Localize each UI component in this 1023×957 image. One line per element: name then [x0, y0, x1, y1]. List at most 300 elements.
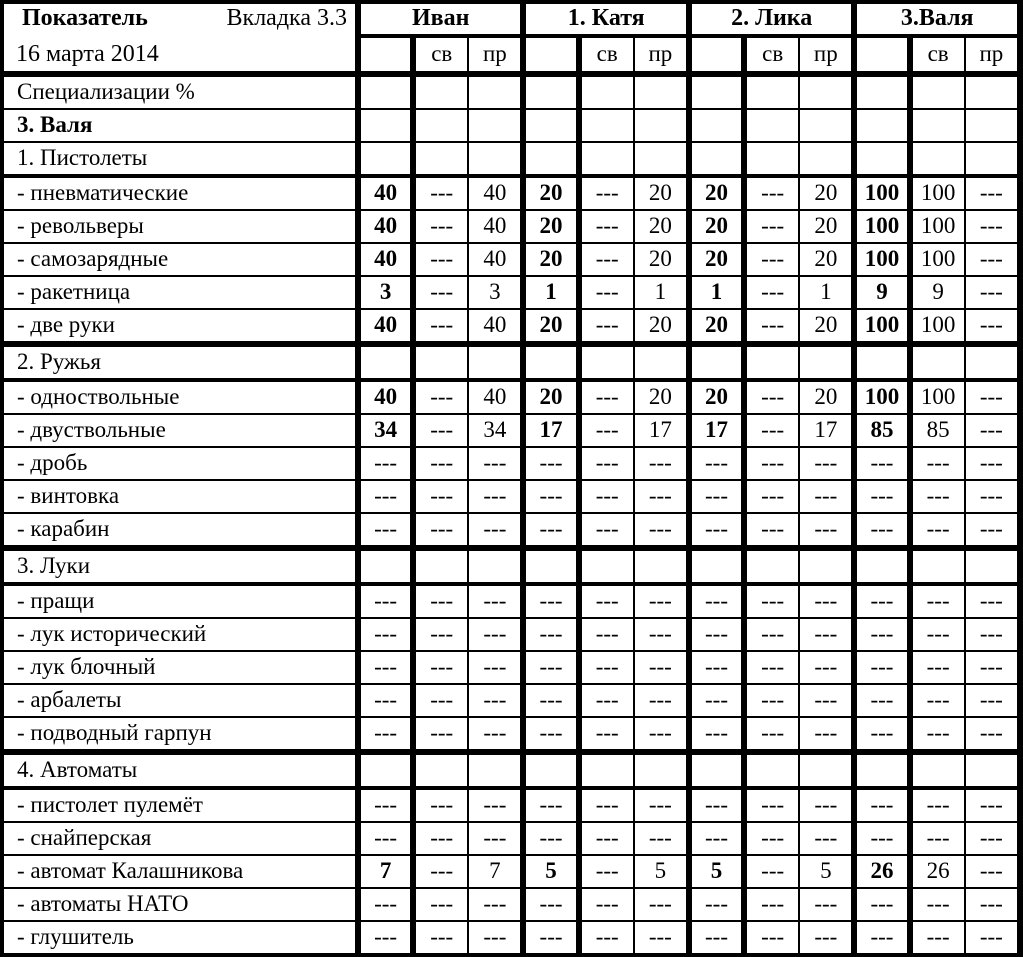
value-cell [358, 344, 413, 380]
sv-cell: --- [744, 855, 799, 888]
value-cell: 20 [689, 210, 744, 243]
sv-cell: 100 [910, 243, 965, 276]
sv-cell: --- [413, 717, 468, 752]
pr-cell: --- [799, 513, 854, 548]
pr-cell: 5 [634, 855, 689, 888]
pr-cell: --- [965, 684, 1020, 717]
table-row [2, 176, 1020, 210]
sv-cell [744, 74, 799, 109]
pr-cell [468, 109, 523, 142]
value-cell: --- [854, 788, 909, 822]
sv-cell [910, 142, 965, 176]
value-cell [854, 344, 909, 380]
value-cell: --- [689, 888, 744, 921]
pr-cell: --- [634, 447, 689, 480]
pr-cell [634, 109, 689, 142]
pr-cell: --- [965, 822, 1020, 855]
pr-cell [634, 548, 689, 584]
value-cell [523, 548, 578, 584]
pr-cell: 40 [468, 309, 523, 344]
value-cell [854, 109, 909, 142]
sv-cell: --- [744, 380, 799, 414]
value-cell: 3 [358, 276, 413, 309]
value-cell: --- [854, 888, 909, 921]
sv-cell: --- [579, 618, 634, 651]
table-row [2, 788, 1020, 822]
value-cell: --- [689, 480, 744, 513]
subheader-sv: св [910, 36, 965, 74]
value-cell: 20 [523, 210, 578, 243]
sv-cell: --- [910, 717, 965, 752]
row-label: - двуствольные [2, 414, 358, 447]
sv-cell: --- [744, 276, 799, 309]
sv-cell [579, 142, 634, 176]
pr-cell [799, 752, 854, 788]
pr-cell: --- [799, 788, 854, 822]
row-label: - револьверы [2, 210, 358, 243]
sv-cell [579, 344, 634, 380]
sv-cell [744, 344, 799, 380]
value-cell: 34 [358, 414, 413, 447]
pr-cell: --- [634, 618, 689, 651]
value-cell: --- [358, 480, 413, 513]
pr-cell: --- [634, 822, 689, 855]
pr-cell: --- [468, 822, 523, 855]
table-row [2, 380, 1020, 414]
pr-cell: 17 [634, 414, 689, 447]
table-row [2, 243, 1020, 276]
pr-cell: 40 [468, 210, 523, 243]
pr-cell: --- [468, 513, 523, 548]
sv-cell: --- [579, 888, 634, 921]
pr-cell: --- [468, 921, 523, 955]
value-cell [358, 752, 413, 788]
sv-cell: --- [413, 788, 468, 822]
pr-cell: --- [965, 921, 1020, 955]
pr-cell [799, 142, 854, 176]
row-label: - подводный гарпун [2, 717, 358, 752]
value-cell: --- [523, 717, 578, 752]
pr-cell [799, 109, 854, 142]
row-label: Специализации % [2, 74, 358, 109]
pr-cell: 7 [468, 855, 523, 888]
table-row [2, 752, 1020, 788]
value-cell: --- [854, 651, 909, 684]
pr-cell: --- [468, 447, 523, 480]
sv-cell: --- [579, 684, 634, 717]
pr-cell [634, 344, 689, 380]
sv-cell [910, 752, 965, 788]
pr-cell: 20 [799, 243, 854, 276]
pr-cell: 20 [799, 380, 854, 414]
value-cell [689, 344, 744, 380]
table-row [2, 855, 1020, 888]
pr-cell: --- [965, 788, 1020, 822]
value-cell: --- [358, 584, 413, 618]
value-cell [689, 109, 744, 142]
pr-cell: --- [634, 480, 689, 513]
pr-cell: --- [965, 210, 1020, 243]
sv-cell: --- [413, 447, 468, 480]
value-cell: 40 [358, 243, 413, 276]
sv-cell: --- [910, 618, 965, 651]
pr-cell: --- [965, 309, 1020, 344]
sv-cell: --- [744, 651, 799, 684]
table-row [2, 109, 1020, 142]
sv-cell: 85 [910, 414, 965, 447]
value-cell: --- [358, 447, 413, 480]
value-cell [689, 548, 744, 584]
value-cell: --- [689, 822, 744, 855]
value-cell: --- [854, 618, 909, 651]
table-body [2, 74, 1020, 955]
pr-cell: 3 [468, 276, 523, 309]
value-cell: --- [358, 618, 413, 651]
value-cell: --- [523, 788, 578, 822]
sv-cell: --- [744, 888, 799, 921]
pr-cell [965, 142, 1020, 176]
pr-cell [799, 74, 854, 109]
subheader-pr: пр [799, 36, 854, 74]
pr-cell: --- [634, 651, 689, 684]
pr-cell [634, 142, 689, 176]
value-cell: --- [523, 651, 578, 684]
table-row [2, 276, 1020, 309]
sv-cell: --- [579, 717, 634, 752]
pr-cell [634, 752, 689, 788]
sv-cell: 100 [910, 380, 965, 414]
pr-cell: --- [965, 618, 1020, 651]
pr-cell: --- [799, 584, 854, 618]
pr-cell: --- [965, 243, 1020, 276]
sv-cell: --- [579, 210, 634, 243]
group-header-row [2, 2, 1020, 36]
pr-cell: --- [965, 276, 1020, 309]
sv-cell: 100 [910, 210, 965, 243]
pr-cell: 20 [634, 243, 689, 276]
pr-cell: 20 [799, 176, 854, 210]
value-cell [854, 548, 909, 584]
subheader-main [689, 36, 744, 74]
value-cell: --- [523, 618, 578, 651]
table-title: Показатель [22, 5, 148, 31]
pr-cell: --- [634, 921, 689, 955]
sv-cell: --- [579, 447, 634, 480]
pr-cell [468, 548, 523, 584]
sv-cell: --- [744, 684, 799, 717]
pr-cell: --- [799, 684, 854, 717]
sv-cell: --- [744, 584, 799, 618]
sv-cell: --- [413, 888, 468, 921]
pr-cell [799, 548, 854, 584]
value-cell: --- [854, 480, 909, 513]
pr-cell: --- [965, 480, 1020, 513]
sv-cell [413, 752, 468, 788]
sv-cell [910, 74, 965, 109]
sv-cell: --- [413, 480, 468, 513]
pr-cell: 40 [468, 243, 523, 276]
value-cell: 5 [689, 855, 744, 888]
row-label: - снайперская [2, 822, 358, 855]
sv-cell: --- [579, 788, 634, 822]
row-label: - винтовка [2, 480, 358, 513]
row-label: - дробь [2, 447, 358, 480]
value-cell: --- [689, 788, 744, 822]
value-cell: --- [689, 717, 744, 752]
sv-cell: 26 [910, 855, 965, 888]
subheader-main [523, 36, 578, 74]
subheader-main [358, 36, 413, 74]
pr-cell: 5 [799, 855, 854, 888]
table-date: 16 марта 2014 [16, 40, 159, 67]
table-row [2, 684, 1020, 717]
subheader-sv: св [744, 36, 799, 74]
value-cell: --- [358, 888, 413, 921]
sv-cell: --- [910, 788, 965, 822]
value-cell: --- [358, 822, 413, 855]
row-label: - ракетница [2, 276, 358, 309]
sv-cell: --- [579, 414, 634, 447]
pr-cell: 20 [634, 380, 689, 414]
pr-cell: --- [468, 480, 523, 513]
pr-cell: --- [965, 414, 1020, 447]
row-label: 3. Валя [2, 109, 358, 142]
pr-cell: --- [468, 618, 523, 651]
sv-cell: --- [579, 513, 634, 548]
sv-cell: --- [744, 309, 799, 344]
subheader-sv: св [413, 36, 468, 74]
value-cell: --- [358, 788, 413, 822]
table-row [2, 74, 1020, 109]
pr-cell: 40 [468, 176, 523, 210]
sv-cell: --- [413, 276, 468, 309]
value-cell: 26 [854, 855, 909, 888]
pr-cell: 20 [799, 210, 854, 243]
value-cell: 100 [854, 243, 909, 276]
sv-cell: --- [579, 584, 634, 618]
pr-cell [634, 74, 689, 109]
value-cell: --- [358, 921, 413, 955]
sv-cell: --- [413, 618, 468, 651]
sv-cell [744, 109, 799, 142]
pr-cell: --- [965, 651, 1020, 684]
value-cell: 5 [523, 855, 578, 888]
table-row [2, 822, 1020, 855]
value-cell [689, 142, 744, 176]
value-cell: --- [358, 717, 413, 752]
table-row [2, 309, 1020, 344]
pr-cell: --- [799, 717, 854, 752]
sv-cell: --- [413, 513, 468, 548]
value-cell: 20 [689, 243, 744, 276]
value-cell [358, 142, 413, 176]
value-cell: 20 [689, 380, 744, 414]
value-cell: 100 [854, 309, 909, 344]
pr-cell: --- [468, 788, 523, 822]
pr-cell [965, 109, 1020, 142]
pr-cell [468, 74, 523, 109]
row-label: - глушитель [2, 921, 358, 955]
pr-cell [468, 752, 523, 788]
pr-cell: --- [965, 717, 1020, 752]
subheader-pr: пр [965, 36, 1020, 74]
pr-cell: --- [634, 684, 689, 717]
pr-cell: --- [468, 584, 523, 618]
pr-cell: 20 [799, 309, 854, 344]
sv-cell: --- [413, 855, 468, 888]
pr-cell: --- [799, 888, 854, 921]
pr-cell: --- [634, 717, 689, 752]
value-cell [523, 752, 578, 788]
value-cell [358, 548, 413, 584]
value-cell [854, 752, 909, 788]
value-cell: --- [854, 513, 909, 548]
value-cell: 40 [358, 380, 413, 414]
row-label: - автомат Калашникова [2, 855, 358, 888]
value-cell [689, 752, 744, 788]
sv-cell: --- [413, 176, 468, 210]
value-cell [358, 109, 413, 142]
value-cell [523, 344, 578, 380]
sv-cell: --- [910, 888, 965, 921]
value-cell: --- [523, 513, 578, 548]
value-cell [523, 142, 578, 176]
row-label: 4. Автоматы [2, 752, 358, 788]
pr-cell [965, 344, 1020, 380]
sv-cell: --- [413, 684, 468, 717]
pr-cell [965, 752, 1020, 788]
pr-cell [799, 344, 854, 380]
sv-cell: --- [744, 513, 799, 548]
pr-cell: --- [634, 888, 689, 921]
value-cell: --- [854, 822, 909, 855]
sv-cell: --- [744, 921, 799, 955]
subheader-sv: св [579, 36, 634, 74]
value-cell: --- [523, 921, 578, 955]
sv-cell: --- [744, 243, 799, 276]
value-cell: 20 [689, 176, 744, 210]
pr-cell [468, 344, 523, 380]
table-row [2, 447, 1020, 480]
subheader-pr: пр [468, 36, 523, 74]
table-row [2, 142, 1020, 176]
value-cell: 17 [689, 414, 744, 447]
row-label: - пращи [2, 584, 358, 618]
sv-cell: --- [910, 822, 965, 855]
sv-cell [744, 548, 799, 584]
pr-cell: --- [468, 888, 523, 921]
value-cell: --- [523, 480, 578, 513]
table-row [2, 414, 1020, 447]
value-cell [854, 142, 909, 176]
sv-cell: --- [910, 480, 965, 513]
row-label: - карабин [2, 513, 358, 548]
sv-cell: --- [910, 584, 965, 618]
table-row [2, 210, 1020, 243]
pr-cell: --- [965, 855, 1020, 888]
sv-cell: --- [579, 855, 634, 888]
value-cell: --- [523, 888, 578, 921]
pr-cell [468, 142, 523, 176]
pr-cell: 20 [634, 210, 689, 243]
sv-cell [579, 109, 634, 142]
pr-cell: --- [468, 717, 523, 752]
row-label: 1. Пистолеты [2, 142, 358, 176]
pr-cell: --- [634, 513, 689, 548]
value-cell: --- [358, 513, 413, 548]
value-cell: --- [358, 651, 413, 684]
row-label: - две руки [2, 309, 358, 344]
value-cell: 20 [689, 309, 744, 344]
sv-cell [413, 548, 468, 584]
sv-cell [579, 74, 634, 109]
value-cell: 17 [523, 414, 578, 447]
pr-cell: --- [799, 447, 854, 480]
pr-cell: 1 [799, 276, 854, 309]
value-cell: --- [523, 684, 578, 717]
subheader-pr: пр [634, 36, 689, 74]
group-header-katya: 1. Катя [523, 2, 688, 36]
subheader-main [854, 36, 909, 74]
sv-cell: --- [413, 243, 468, 276]
row-label: - самозарядные [2, 243, 358, 276]
value-cell: --- [689, 513, 744, 548]
value-cell: --- [689, 447, 744, 480]
row-label: - пневматические [2, 176, 358, 210]
sv-cell: --- [579, 822, 634, 855]
value-cell: --- [689, 618, 744, 651]
value-cell [523, 109, 578, 142]
group-header-lika: 2. Лика [689, 2, 854, 36]
row-label: - лук исторический [2, 618, 358, 651]
sv-cell: --- [579, 309, 634, 344]
row-label: - лук блочный [2, 651, 358, 684]
sv-cell [413, 344, 468, 380]
pr-cell: --- [965, 380, 1020, 414]
value-cell: --- [689, 584, 744, 618]
value-cell: 40 [358, 210, 413, 243]
sv-cell [579, 752, 634, 788]
sv-cell [910, 548, 965, 584]
sv-cell: --- [413, 380, 468, 414]
table-row [2, 513, 1020, 548]
sv-cell: --- [579, 380, 634, 414]
table-row [2, 651, 1020, 684]
value-cell: --- [854, 584, 909, 618]
pr-cell: --- [965, 513, 1020, 548]
sv-cell: 100 [910, 309, 965, 344]
value-cell: 20 [523, 380, 578, 414]
sv-cell [744, 142, 799, 176]
table-row [2, 480, 1020, 513]
sv-cell [413, 142, 468, 176]
value-cell: 20 [523, 309, 578, 344]
value-cell: 85 [854, 414, 909, 447]
value-cell: 9 [854, 276, 909, 309]
sv-cell: --- [579, 243, 634, 276]
value-cell: --- [523, 447, 578, 480]
value-cell: 100 [854, 380, 909, 414]
sv-cell: --- [910, 447, 965, 480]
value-cell: 20 [523, 176, 578, 210]
value-cell: --- [854, 447, 909, 480]
sv-cell [413, 109, 468, 142]
value-cell [689, 74, 744, 109]
pr-cell: --- [799, 921, 854, 955]
row-label: - арбалеты [2, 684, 358, 717]
sv-cell: 9 [910, 276, 965, 309]
pr-cell: --- [634, 788, 689, 822]
